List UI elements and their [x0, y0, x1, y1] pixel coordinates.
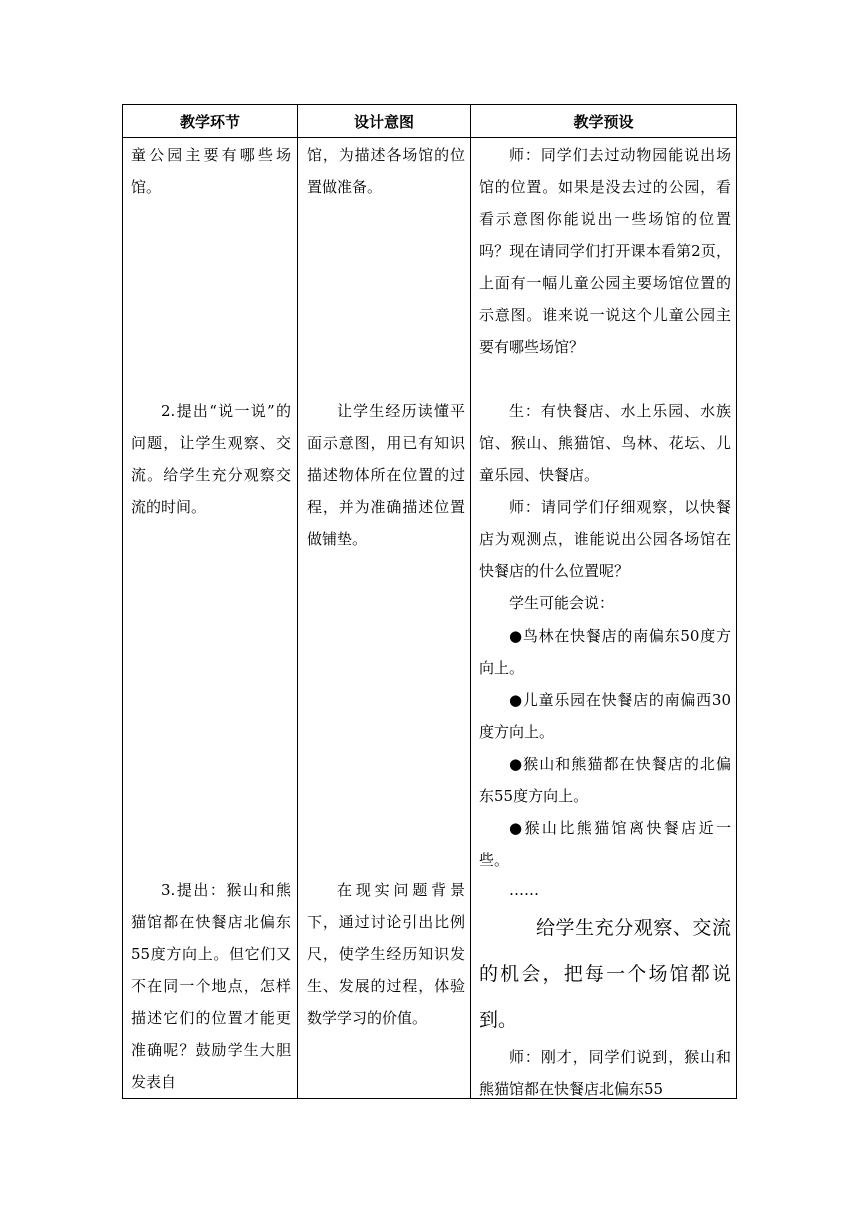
content-row [123, 138, 737, 1099]
intent-cell [298, 138, 471, 1099]
lesson-table [122, 104, 737, 1099]
plan-note: 给学生充分观察、交流的机会，把每一个场馆都说到。 [479, 917, 731, 1031]
intent-paragraph-3: 在现实问题背景下，通过讨论引出比例尺，使学生经历知识发生、发展的过程，体验数学学习的价值。 [307, 881, 465, 1027]
header-teaching-stage: 教学环节 [123, 105, 298, 138]
plan-teacher-prompt: 师：请同学们仔细观察，以快餐店为观测点，谁能说出公园各场馆在快餐店的什么位置呢？ [479, 498, 731, 580]
plan-ellipsis: …… [509, 881, 539, 899]
plan-bullet-1: ●鸟林在快餐店的南偏东50度方向上。 [479, 627, 731, 677]
stage-paragraph-1: 童公园主要有哪些场馆。 [131, 146, 291, 196]
plan-teacher-followup: 师：刚才，同学们说到，猴山和熊猫馆都在快餐店北偏东55 [479, 1048, 731, 1098]
header-design-intent: 设计意图 [298, 105, 471, 138]
plan-bullet-2: ●儿童乐园在快餐店的南偏西30度方向上。 [479, 691, 731, 741]
plan-cell [471, 138, 737, 1099]
stage-paragraph-3: 3.提出：猴山和熊猫馆都在快餐店北偏东55度方向上。但它们又不在同一个地点，怎样描述它们的位置才能更准确呢？鼓励学生大胆发表自 [131, 881, 291, 1091]
stage-cell [123, 138, 298, 1099]
plan-bullet-4: ●猴山比熊猫馆离快餐店近一些。 [479, 819, 731, 869]
header-row [123, 105, 737, 138]
intent-paragraph-1: 馆，为描述各场馆的位置做准备。 [307, 146, 465, 196]
plan-student-may-say: 学生可能会说： [509, 594, 615, 612]
plan-student-answer: 生：有快餐店、水上乐园、水族馆、猴山、熊猫馆、鸟林、花坛、儿童乐园、快餐店。 [479, 402, 731, 484]
intent-paragraph-2: 让学生经历读懂平面示意图，用已有知识描述物体所在位置的过程，并为准确描述位置做铺垫。 [307, 402, 465, 548]
header-teaching-plan: 教学预设 [471, 105, 737, 138]
plan-teacher-question: 师：同学们去过动物园能说出场馆的位置。如果是没去过的公园，看看示意图你能说出一些场馆的位置吗？现在请同学们打开课本看第2页，上面有一幅儿童公园主要场馆位置的示意图。谁来说一说这个儿童公园主要有哪些场馆？ [479, 146, 731, 356]
stage-paragraph-2: 2.提出“说一说”的问题，让学生观察、交流。给学生充分观察交流的时间。 [131, 402, 291, 516]
plan-bullet-3: ●猴山和熊猫都在快餐店的北偏东55度方向上。 [479, 755, 731, 805]
